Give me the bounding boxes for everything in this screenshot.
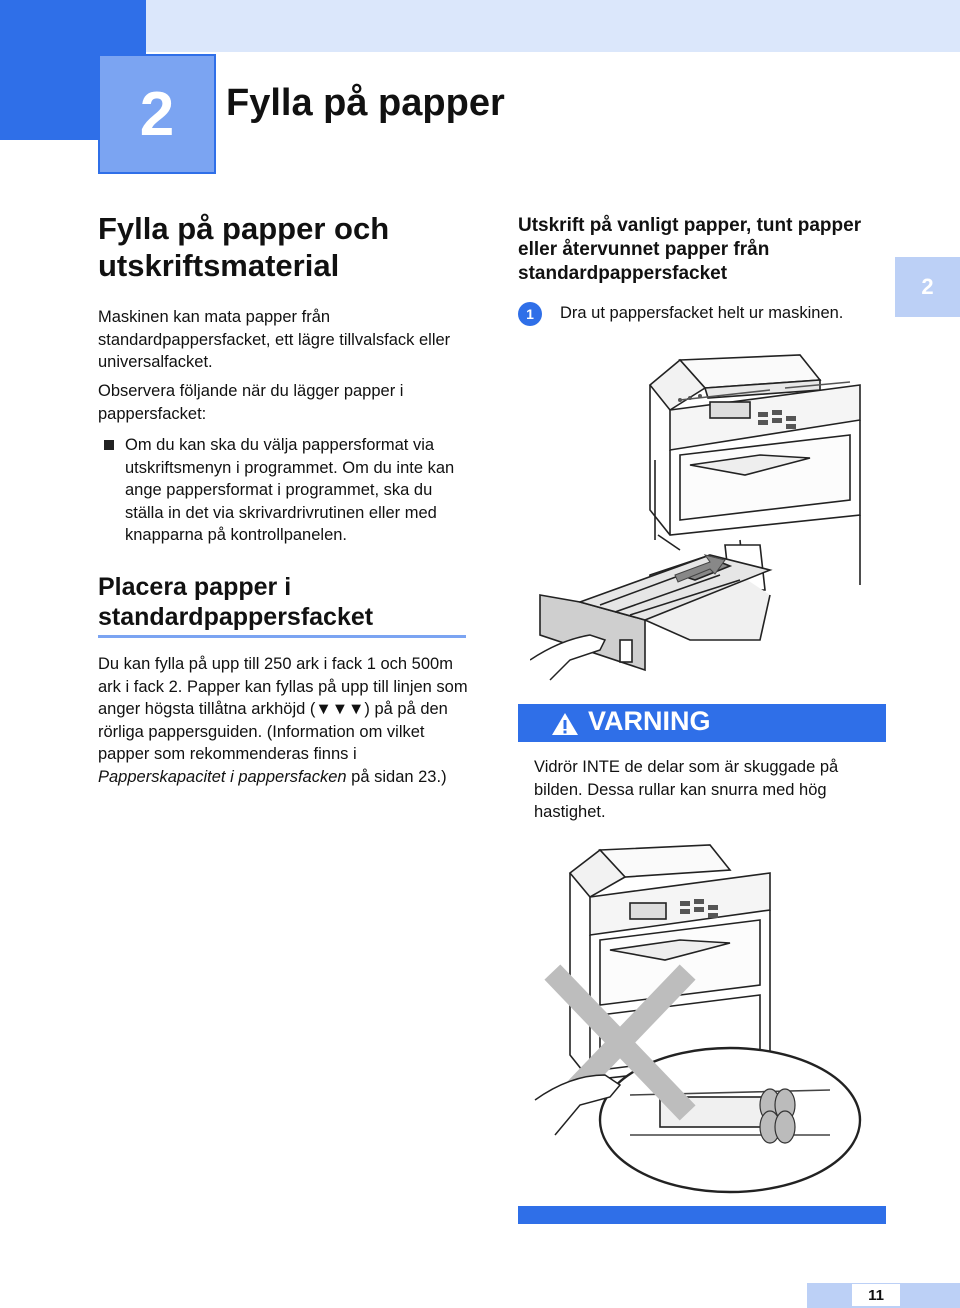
side-chapter-tab[interactable]: 2 <box>895 257 960 317</box>
page-number: 11 <box>852 1284 900 1306</box>
printer-rollers-illustration <box>530 835 880 1195</box>
warning-footer-bar <box>518 1206 886 1224</box>
procedure-heading: Utskrift på vanligt papper, tunt papper eller återvunnet papper från standardpappersfacket <box>518 215 862 284</box>
bullet-text: Om du kan ska du välja pappersformat via utskriftsmenyn i programmet. Om du inte kan ange pappersformat i programmet, ska du ställa in det via skrivardrivrutinen eller med knapparna på kontrollpanelen. <box>125 436 455 544</box>
step-text: Dra ut pappersfacket helt ur maskinen. <box>560 304 844 322</box>
capacity-paragraph <box>98 653 470 788</box>
subsection-heading: Placera papper i standardpappersfacket <box>98 573 374 631</box>
capacity-text: Du kan fylla på upp till 250 ark i fack 1 och 500m ark i fack 2. Papper kan fyllas på upp till linjen som anger högsta tillåtna arkhöjd (▼▼▼) på på den rörliga pappersguiden. (Information om vilket papper som rekommenderas finns i <box>98 655 468 763</box>
capacity-text-end: på sidan 23.) <box>346 767 447 786</box>
bullet-icon <box>104 440 114 450</box>
step-marker: 1 <box>518 302 542 326</box>
chapter-title: Fylla på papper <box>226 82 505 124</box>
note-paragraph: Observera följande när du lägger papper i pappersfacket: <box>98 382 404 423</box>
heading-rule <box>98 635 466 638</box>
chapter-number: 2 <box>98 54 216 174</box>
warning-text: Vidrör INTE de delar som är skuggade på bilden. Dessa rullar kan snurra med hög hastighet. <box>534 758 839 821</box>
intro-paragraph: Maskinen kan mata papper från standardpappersfacket, ett lägre tillvalsfack eller universalfacket. <box>98 308 451 371</box>
printer-tray-illustration <box>530 340 880 690</box>
header-band <box>146 0 960 52</box>
warning-label: VARNING <box>588 706 711 736</box>
warning-triangle-icon <box>551 712 579 736</box>
section-heading: Fylla på papper och utskriftsmaterial <box>98 211 390 283</box>
capacity-link[interactable]: Papperskapacitet i pappersfacken <box>98 767 347 786</box>
